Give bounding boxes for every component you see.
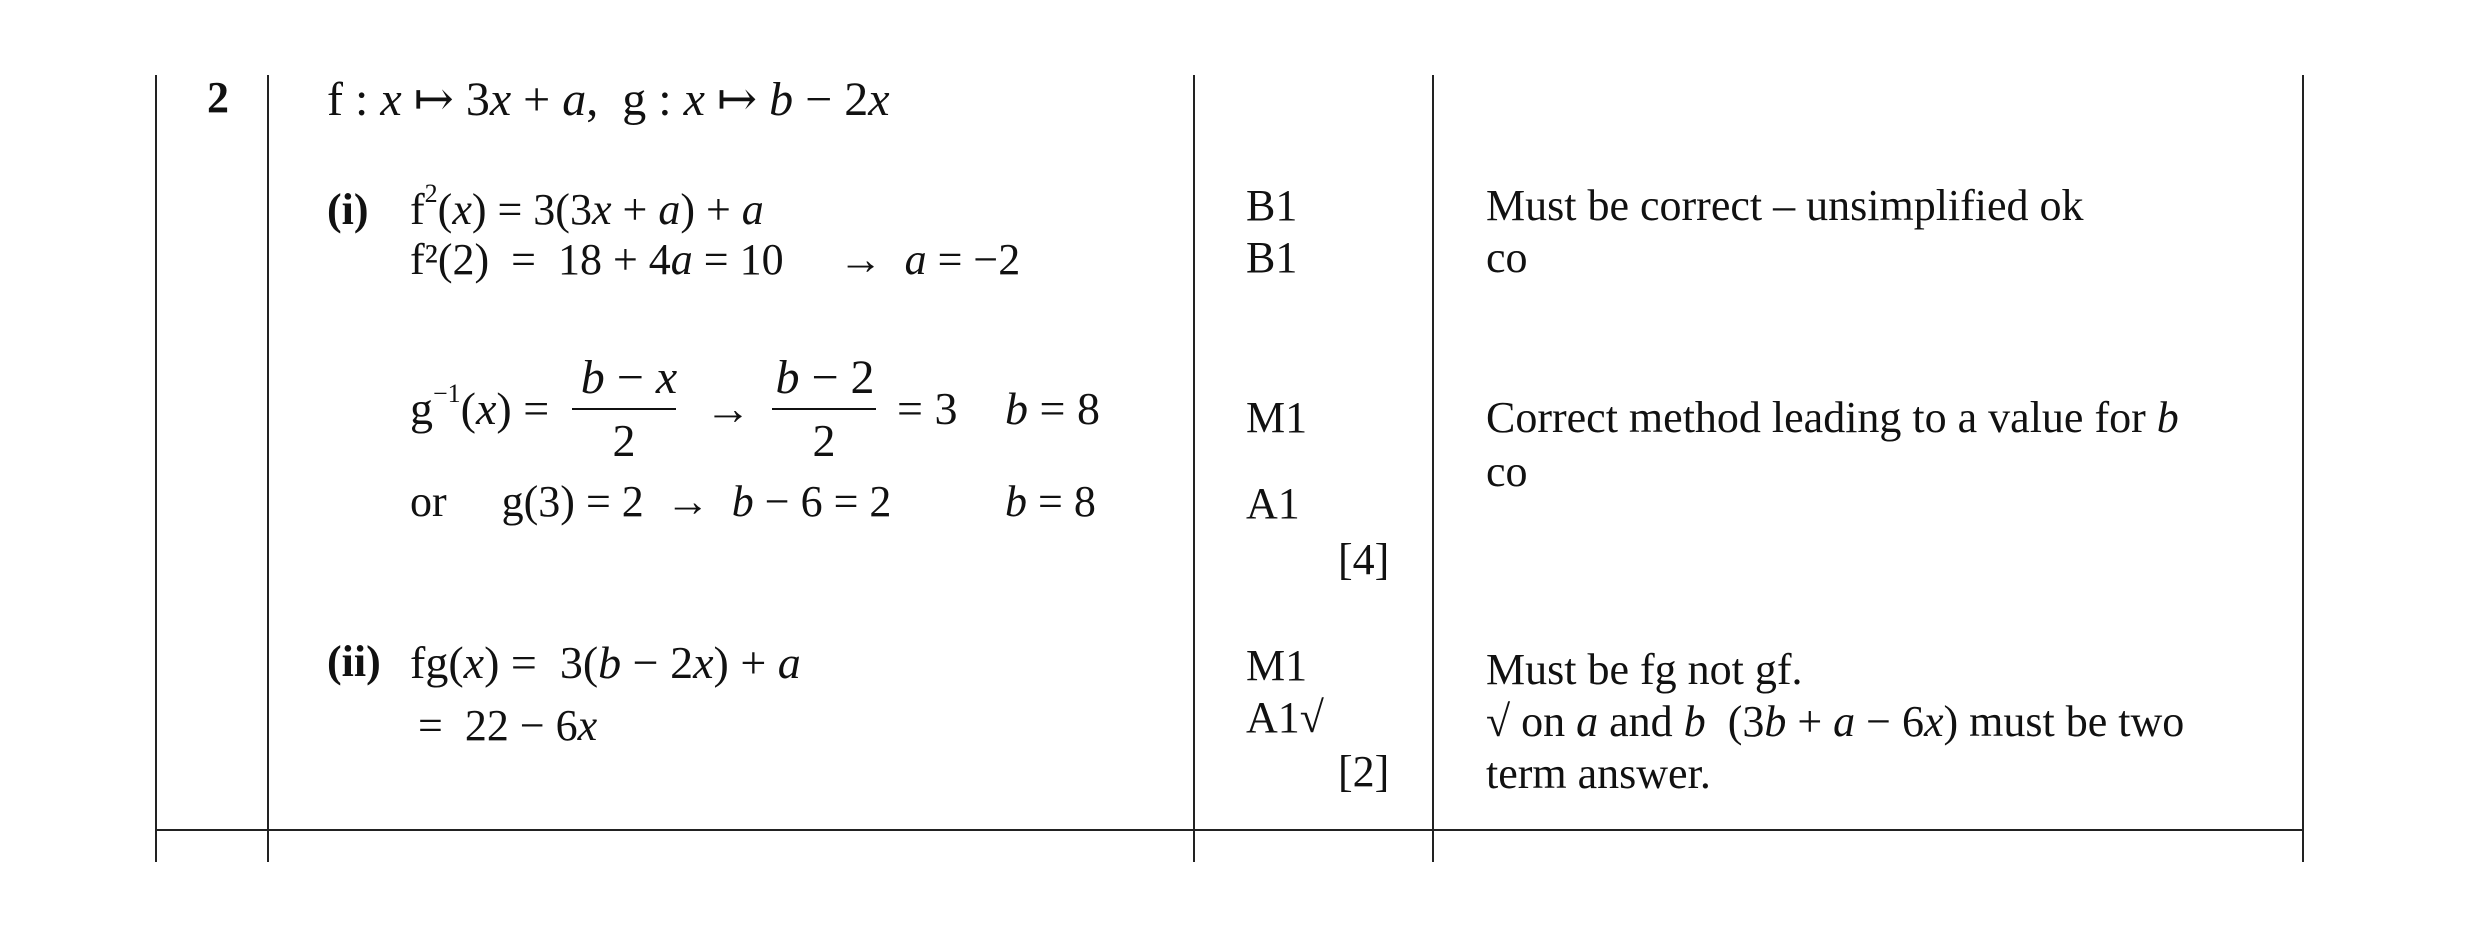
expr-part: − 6 = 2 [753, 477, 892, 526]
var-a: a [741, 185, 764, 234]
expr-part: = 22 − 6 [418, 701, 578, 750]
b-value-alt [1005, 476, 1096, 528]
table-divider-marks [1193, 75, 1195, 862]
var-b: b [2156, 393, 2179, 442]
part-i-total-marks: [4] [1338, 535, 1390, 584]
part-i-line-1: $f^2(x) = 3(3x + a) + a$ [410, 179, 764, 234]
var-b: b [1764, 697, 1787, 746]
arrow-symbol: → [705, 383, 751, 434]
part-i-line-4 [410, 476, 891, 528]
f-symbol: f [410, 185, 425, 234]
var-a: a [562, 73, 587, 126]
guidance-line-2: co [1486, 233, 1528, 282]
expr-part: ) = 3(3 [471, 185, 592, 234]
guidance-text: ) must be two [1943, 697, 2185, 746]
b-value [1005, 382, 1100, 436]
fraction-2-numerator [770, 350, 880, 406]
var-a: a [1833, 697, 1856, 746]
f-rule-coef: 3 [465, 73, 490, 126]
var-b: b [775, 351, 800, 404]
guidance-line-6 [1486, 696, 2184, 748]
expr-part: ) = 3( [484, 637, 599, 688]
var-x: x [452, 185, 472, 234]
var-x: x [1924, 697, 1944, 746]
mark-m1-second: M1 [1246, 641, 1308, 690]
fraction-1-numerator [574, 350, 684, 406]
expr-part: g(3) = 2 → [501, 477, 732, 526]
result: = −2 [926, 235, 1021, 284]
value: = 8 [1027, 477, 1096, 526]
var-x: x [693, 637, 714, 688]
var-x: x [655, 351, 678, 404]
maps-to-symbol: ↦ [413, 73, 454, 126]
fraction-2-denominator: 2 [812, 415, 836, 466]
part-ii-label: (ii) [327, 637, 381, 686]
equals-three: = 3 [897, 383, 958, 434]
table-border-left [155, 75, 157, 862]
superscript-minus-1: −1 [433, 379, 461, 408]
var-x: x [489, 73, 512, 126]
g-symbol: g [410, 383, 433, 434]
part-i-label: (i) [327, 185, 369, 234]
maps-to-symbol: ↦ [716, 73, 758, 126]
guidance-text: Correct method leading to a value for [1486, 393, 2157, 442]
var-a: a [658, 185, 681, 234]
guidance-line-7: term answer. [1486, 749, 1711, 798]
g-label: g : [622, 73, 672, 126]
function-definitions [327, 72, 890, 128]
mark-m1-first: M1 [1246, 393, 1308, 442]
fraction-1-denominator: 2 [612, 415, 636, 466]
g-inverse-lhs: $g^{-1}(x)$ = [410, 379, 550, 434]
expr-part: f²(2) = 18 + 4 [410, 235, 671, 284]
minus-two: − 2 [799, 351, 875, 404]
expr-part: fg( [410, 637, 464, 688]
var-b: b [1005, 383, 1028, 434]
var-x: x [577, 701, 598, 750]
guidance-line-1: Must be correct – unsimplified ok [1486, 181, 2084, 230]
var-a: a [777, 637, 801, 688]
f-label: f : [327, 73, 369, 126]
plus-sign: + [523, 73, 551, 126]
part-ii-total-marks: [2] [1338, 747, 1390, 796]
expr-part: ) + [680, 185, 742, 234]
minus-two: − 2 [805, 73, 869, 126]
part-ii-line-2 [418, 700, 597, 752]
guidance-text: − 6 [1855, 697, 1924, 746]
mark-a1-follow-through: A1√ [1246, 693, 1324, 742]
question-number: 2 [207, 73, 229, 122]
or-word: or [410, 477, 447, 526]
table-row-bottom-border [155, 829, 2304, 831]
var-x: x [683, 73, 705, 126]
guidance-text: and [1598, 697, 1684, 746]
mark-a1-first: A1 [1246, 479, 1300, 528]
guidance-line-5: Must be fg not gf. [1486, 645, 1803, 694]
equals: ) = [496, 383, 550, 434]
plus-sign: + [611, 185, 659, 234]
part-i-line-2 [410, 234, 1020, 286]
table-border-right [2302, 75, 2304, 862]
expr-part: = 10 → [692, 235, 905, 284]
var-x: x [463, 637, 485, 688]
var-b: b [731, 477, 754, 526]
comma: , [586, 73, 599, 126]
var-x: x [476, 383, 497, 434]
var-b: b [769, 73, 794, 126]
guidance-line-3 [1486, 392, 2179, 444]
mark-b1-second: B1 [1246, 233, 1298, 282]
expr-part: − 2 [621, 637, 694, 688]
table-divider-guidance [1432, 75, 1434, 862]
var-a: a [904, 235, 927, 284]
var-b: b [1683, 697, 1706, 746]
value: = 8 [1028, 383, 1100, 434]
var-b: b [1005, 477, 1027, 526]
var-a: a [670, 235, 693, 284]
guidance-text: + [1786, 697, 1834, 746]
guidance-line-4: co [1486, 447, 1528, 496]
var-b: b [580, 351, 605, 404]
var-b: b [598, 637, 622, 688]
superscript-2: 2 [424, 179, 438, 208]
expr-part: ) + [713, 637, 778, 688]
var-x: x [380, 73, 402, 126]
table-divider-number [267, 75, 269, 862]
var-x: x [591, 185, 612, 234]
var-a: a [1576, 697, 1599, 746]
var-x: x [868, 73, 890, 126]
guidance-text: √ on [1486, 697, 1577, 746]
part-ii-line-1 [410, 636, 801, 690]
mark-b1-first: B1 [1246, 181, 1298, 230]
guidance-text: (3 [1705, 697, 1765, 746]
fraction-1-bar [572, 408, 676, 410]
fraction-2-bar [772, 408, 876, 410]
minus-sign: − [604, 351, 656, 404]
